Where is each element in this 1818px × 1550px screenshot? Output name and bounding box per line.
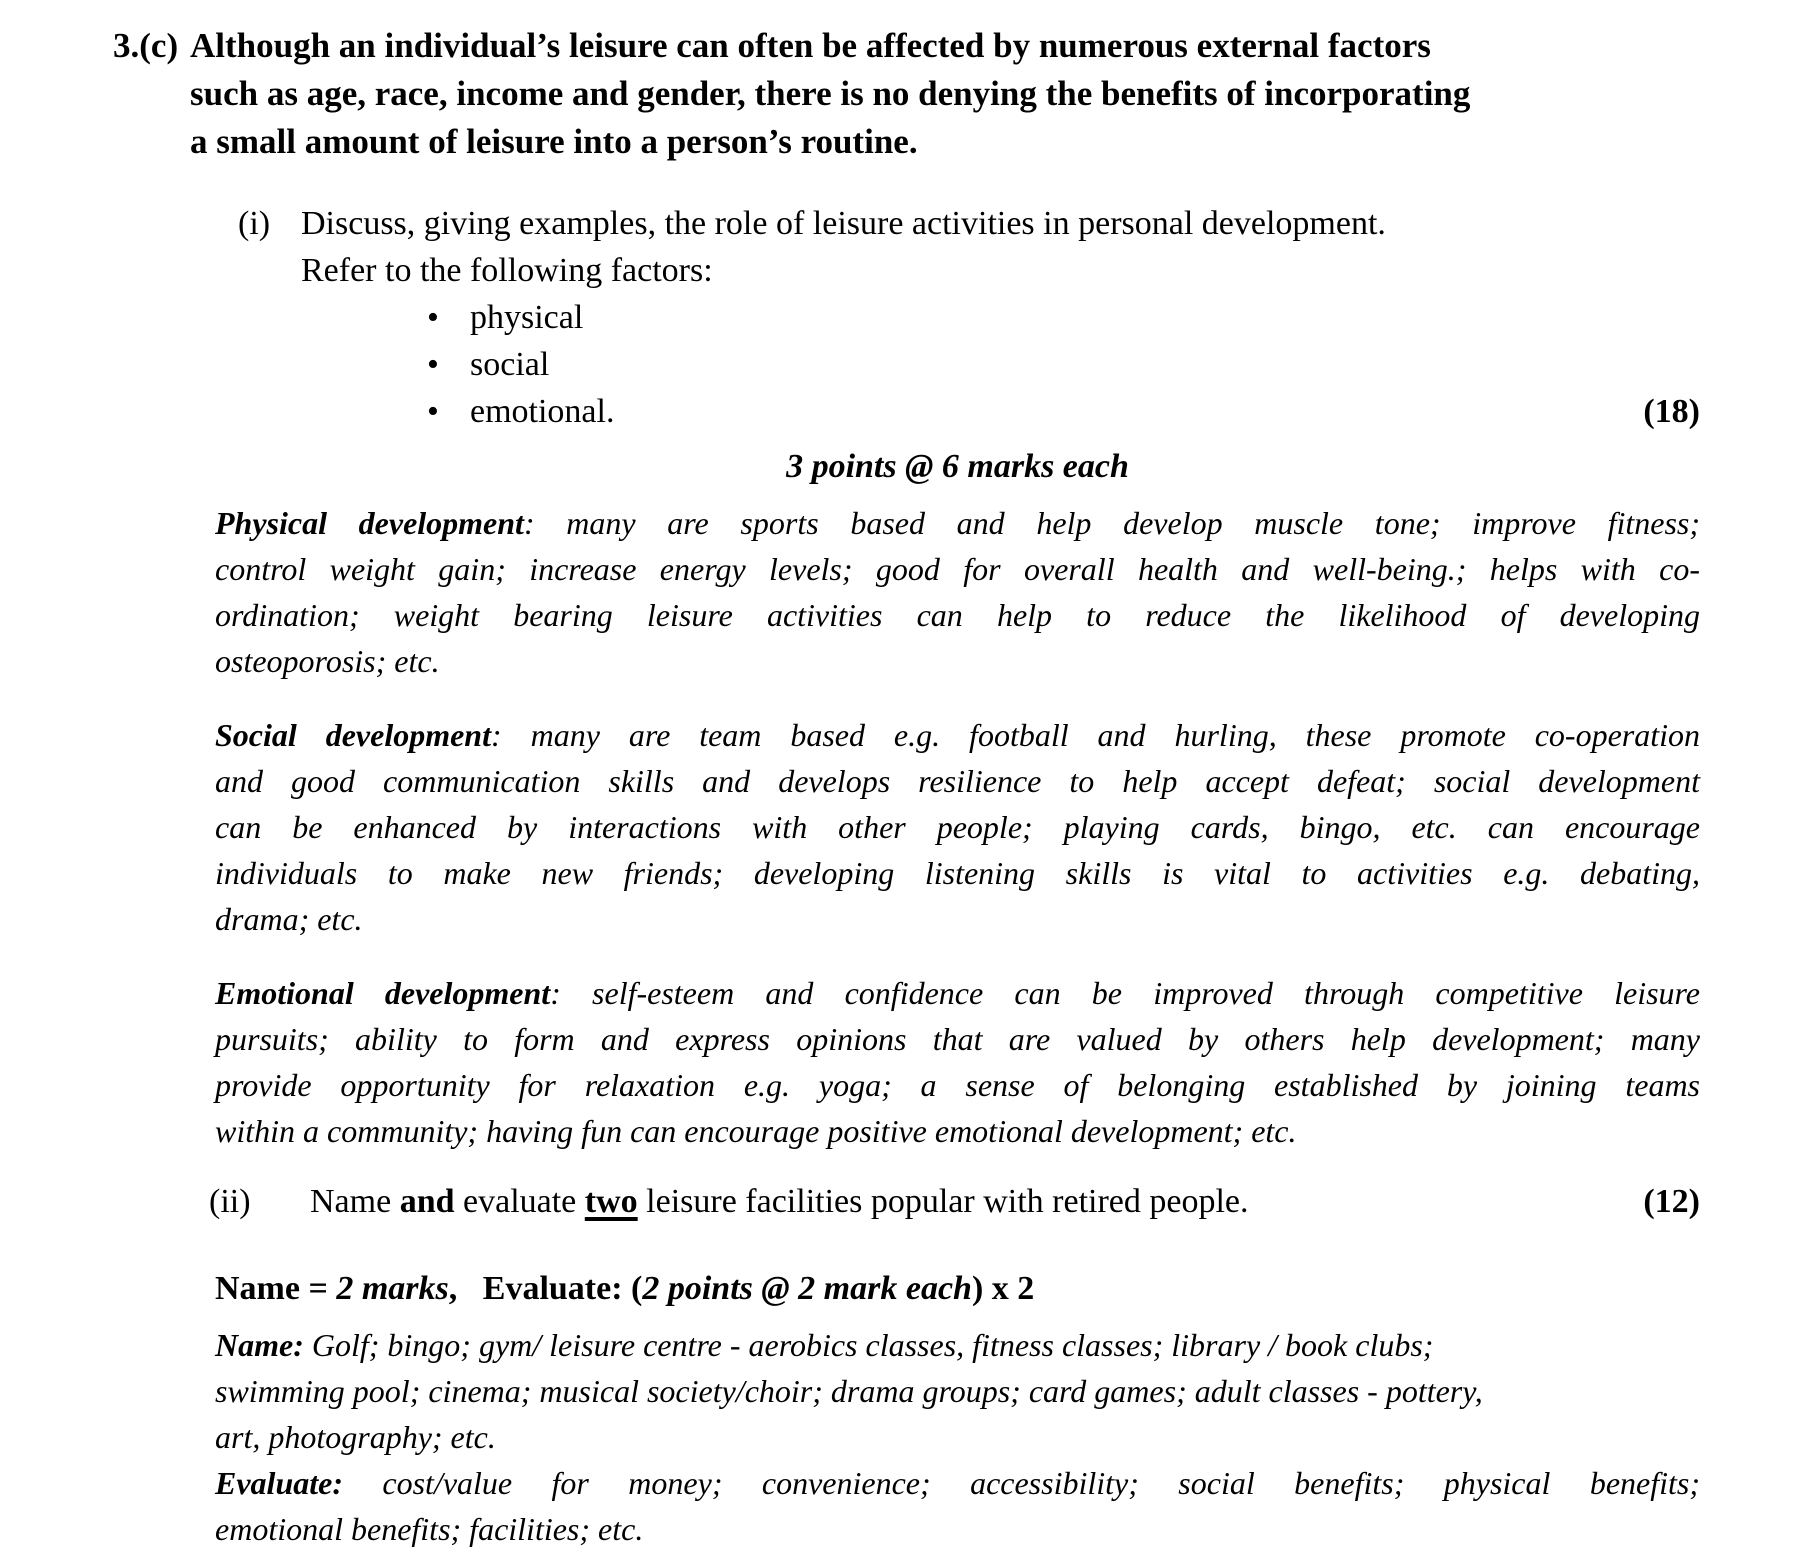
answer-paragraph-physical (215, 500, 1700, 684)
text-segment: cost/value for money; convenience; accessibility; social benefits; physical benefits; (342, 1465, 1700, 1501)
text-segment: Name: (215, 1327, 304, 1363)
text-segment: and good communication skills and develops resilience to help accept defeat; social development (215, 763, 1700, 799)
text-segment: 2 marks (336, 1270, 449, 1307)
text-segment: : many are team based e.g. football and hurling, these promote co-operation (491, 717, 1701, 753)
text-segment: ) x 2 (971, 1270, 1035, 1307)
part-ii-label: (ii) (209, 1183, 251, 1220)
part-ii-prompt (209, 1178, 1700, 1225)
answer-paragraph-evaluate (215, 1460, 1700, 1550)
text-line (215, 804, 1700, 850)
part-ii-marks-note (215, 1265, 1700, 1312)
text-line (215, 758, 1700, 804)
text-segment: individuals to make new friends; developing listening skills is vital to activities e.g. debating, (215, 855, 1700, 891)
question-line: Although an individual’s leisure can often be affected by numerous external factors (190, 26, 1431, 65)
bullet-icon: • (427, 346, 439, 383)
text-segment: art, photography; etc. (215, 1419, 496, 1455)
part-i-marks-note: 3 points @ 6 marks each (786, 448, 1129, 485)
text-segment: ordination; weight bearing leisure activities can help to reduce the likelihood of developing (215, 597, 1700, 633)
text-segment: control weight gain; increase energy levels; good for overall health and well-being.; helps with co- (215, 551, 1700, 587)
text-line (215, 712, 1700, 758)
part-ii-marks: (12) (1643, 1183, 1700, 1220)
bullet-item (427, 294, 1700, 341)
text-segment: two (584, 1183, 638, 1220)
part-i-label: (i) (238, 205, 271, 242)
prompt-line: Discuss, giving examples, the role of leisure activities in personal development. (301, 205, 1386, 242)
text-segment: Name = (215, 1270, 337, 1307)
question-line: such as age, race, income and gender, there is no denying the benefits of incorporating (190, 74, 1471, 113)
text-line (215, 970, 1700, 1016)
question-heading (113, 22, 1778, 166)
bullet-icon: • (427, 393, 439, 430)
text-segment: , Evaluate: ( (448, 1270, 643, 1307)
text-line (215, 1506, 1700, 1550)
text-segment: within a community; having fun can encourage positive emotional development; etc. (215, 1113, 1297, 1149)
text-line (215, 638, 1700, 684)
text-line (215, 1016, 1700, 1062)
bullet-icon: • (427, 299, 439, 336)
text-segment: provide opportunity for relaxation e.g. yoga; a sense of belonging established by joining teams (215, 1067, 1700, 1103)
text-line (215, 1265, 1700, 1312)
text-segment: Name (310, 1183, 400, 1220)
answer-paragraph-name (215, 1322, 1700, 1460)
text-segment: Social development (215, 717, 491, 753)
part-i-text (301, 200, 1386, 294)
text-line (215, 1460, 1700, 1506)
text-line (310, 1178, 1249, 1225)
text-segment: swimming pool; cinema; musical society/choir; drama groups; card games; adult classes - pottery, (215, 1373, 1483, 1409)
part-i-marks: (18) (1643, 393, 1700, 430)
part-ii-text (310, 1178, 1249, 1225)
text-segment: drama; etc. (215, 901, 363, 937)
part-i-prompt (238, 200, 1818, 294)
text-line (215, 500, 1700, 546)
question-text (190, 22, 1470, 166)
text-segment: emotional benefits; facilities; etc. (215, 1511, 644, 1547)
answer-paragraph-emotional (215, 970, 1700, 1154)
bullet-label: physical (470, 299, 584, 336)
text-segment: 2 points @ 2 mark each (642, 1270, 972, 1307)
factor-bullet-list (427, 294, 1700, 435)
text-line (215, 1108, 1700, 1154)
prompt-line: Refer to the following factors: (301, 252, 713, 289)
text-line (215, 1414, 1700, 1460)
text-segment: Evaluate: (215, 1465, 343, 1501)
text-segment: Physical development (215, 505, 524, 541)
answer-paragraph-social (215, 712, 1700, 942)
bullet-label: social (470, 346, 550, 383)
text-line (215, 850, 1700, 896)
text-line (215, 1062, 1700, 1108)
bullet-item (427, 388, 1700, 435)
text-segment: : many are sports based and help develop muscle tone; improve fitness; (523, 505, 1701, 541)
text-line (215, 896, 1700, 942)
text-segment: : self-esteem and confidence can be improved through competitive leisure (550, 975, 1701, 1011)
text-segment: osteoporosis; etc. (215, 643, 440, 679)
text-line (215, 546, 1700, 592)
bullet-item (427, 341, 1700, 388)
question-line: a small amount of leisure into a person’s routine. (190, 122, 918, 161)
text-segment: pursuits; ability to form and express opinions that are valued by others help development; many (215, 1021, 1700, 1057)
text-segment: evaluate (454, 1183, 585, 1220)
bullet-label: emotional. (470, 393, 615, 430)
text-line (215, 592, 1700, 638)
text-segment: Emotional development (215, 975, 551, 1011)
text-line (215, 1322, 1700, 1368)
text-segment: can be enhanced by interactions with other people; playing cards, bingo, etc. can encourage (215, 809, 1700, 845)
text-segment: and (399, 1183, 455, 1220)
text-segment: Golf; bingo; gym/ leisure centre - aerobics classes, fitness classes; library / book clubs; (303, 1327, 1434, 1363)
text-line (215, 1368, 1700, 1414)
question-number: 3.(c) (113, 26, 179, 65)
text-segment: leisure facilities popular with retired people. (637, 1183, 1249, 1220)
